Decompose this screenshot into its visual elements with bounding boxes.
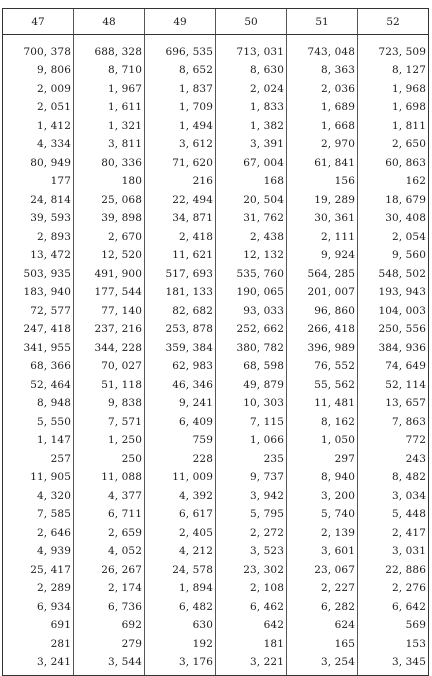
table-cell: 162	[358, 172, 429, 191]
table-cell: 13, 657	[358, 394, 429, 413]
table-cell: 12, 520	[74, 246, 145, 265]
table-row	[3, 80, 429, 99]
table-cell: 3, 176	[145, 653, 216, 675]
table-cell: 3, 523	[216, 542, 287, 561]
table-cell: 77, 140	[74, 302, 145, 321]
table-cell: 11, 905	[3, 468, 74, 487]
table-cell: 22, 494	[145, 191, 216, 210]
table-row	[3, 320, 429, 339]
table-cell: 1, 833	[216, 98, 287, 117]
table-cell: 177	[3, 172, 74, 191]
table-cell: 624	[287, 616, 358, 635]
table-row	[3, 598, 429, 617]
table-cell: 2, 893	[3, 228, 74, 247]
table-cell: 216	[145, 172, 216, 191]
table-cell: 2, 054	[358, 228, 429, 247]
table-cell: 630	[145, 616, 216, 635]
table-row	[3, 172, 429, 191]
table-cell: 4, 377	[74, 487, 145, 506]
table-cell: 1, 668	[287, 117, 358, 136]
table-cell: 700, 378	[3, 35, 74, 62]
table-row	[3, 228, 429, 247]
table-cell: 61, 841	[287, 154, 358, 173]
table-cell: 4, 392	[145, 487, 216, 506]
table-body	[3, 35, 429, 676]
table-cell: 1, 689	[287, 98, 358, 117]
table-cell: 491, 900	[74, 265, 145, 284]
column-header-50: 50	[216, 9, 287, 35]
table-cell: 6, 409	[145, 413, 216, 432]
table-cell: 2, 659	[74, 524, 145, 543]
table-cell: 772	[358, 431, 429, 450]
table-cell: 396, 989	[287, 339, 358, 358]
table-row	[3, 505, 429, 524]
table-cell: 76, 552	[287, 357, 358, 376]
table-cell: 153	[358, 635, 429, 654]
table-cell: 177, 544	[74, 283, 145, 302]
table-cell: 23, 067	[287, 561, 358, 580]
table-cell: 250, 556	[358, 320, 429, 339]
table-row	[3, 283, 429, 302]
table-row	[3, 616, 429, 635]
table-cell: 1, 967	[74, 80, 145, 99]
table-cell: 1, 250	[74, 431, 145, 450]
table-cell: 548, 502	[358, 265, 429, 284]
table-row	[3, 561, 429, 580]
table-cell: 68, 598	[216, 357, 287, 376]
table-cell: 71, 620	[145, 154, 216, 173]
table-cell: 11, 481	[287, 394, 358, 413]
table-cell: 39, 898	[74, 209, 145, 228]
table-cell: 281	[3, 635, 74, 654]
table-cell: 2, 036	[287, 80, 358, 99]
table-cell: 5, 448	[358, 505, 429, 524]
table-cell: 6, 482	[145, 598, 216, 617]
table-cell: 8, 652	[145, 61, 216, 80]
table-cell: 24, 814	[3, 191, 74, 210]
table-row	[3, 302, 429, 321]
table-cell: 341, 955	[3, 339, 74, 358]
table-cell: 3, 241	[3, 653, 74, 675]
table-cell: 30, 361	[287, 209, 358, 228]
table-cell: 156	[287, 172, 358, 191]
table-cell: 723, 509	[358, 35, 429, 62]
table-cell: 201, 007	[287, 283, 358, 302]
table-cell: 2, 108	[216, 579, 287, 598]
table-cell: 11, 621	[145, 246, 216, 265]
table-cell: 266, 418	[287, 320, 358, 339]
table-cell: 2, 405	[145, 524, 216, 543]
table-cell: 74, 649	[358, 357, 429, 376]
table-cell: 8, 948	[3, 394, 74, 413]
table-header	[3, 9, 429, 35]
table-row	[3, 117, 429, 136]
table-row	[3, 524, 429, 543]
table-cell: 18, 679	[358, 191, 429, 210]
table-cell: 22, 886	[358, 561, 429, 580]
table-cell: 344, 228	[74, 339, 145, 358]
table-cell: 503, 935	[3, 265, 74, 284]
table-cell: 2, 174	[74, 579, 145, 598]
statistics-table	[2, 8, 429, 676]
table-cell: 93, 033	[216, 302, 287, 321]
table-cell: 7, 571	[74, 413, 145, 432]
column-header-49: 49	[145, 9, 216, 35]
table-cell: 1, 698	[358, 98, 429, 117]
table-row	[3, 135, 429, 154]
table-cell: 8, 710	[74, 61, 145, 80]
table-cell: 9, 806	[3, 61, 74, 80]
table-cell: 2, 111	[287, 228, 358, 247]
table-row	[3, 154, 429, 173]
table-cell: 9, 560	[358, 246, 429, 265]
table-cell: 9, 241	[145, 394, 216, 413]
table-cell: 2, 438	[216, 228, 287, 247]
table-cell: 1, 611	[74, 98, 145, 117]
table-cell: 11, 088	[74, 468, 145, 487]
table-cell: 72, 577	[3, 302, 74, 321]
table-cell: 7, 863	[358, 413, 429, 432]
table-cell: 4, 939	[3, 542, 74, 561]
table-row	[3, 542, 429, 561]
table-cell: 3, 031	[358, 542, 429, 561]
table-cell: 180	[74, 172, 145, 191]
table-row	[3, 487, 429, 506]
table-cell: 62, 983	[145, 357, 216, 376]
table-cell: 2, 970	[287, 135, 358, 154]
table-cell: 1, 382	[216, 117, 287, 136]
table-cell: 3, 221	[216, 653, 287, 675]
table-cell: 2, 272	[216, 524, 287, 543]
table-cell: 5, 795	[216, 505, 287, 524]
table-cell: 2, 276	[358, 579, 429, 598]
table-cell: 2, 646	[3, 524, 74, 543]
table-cell: 67, 004	[216, 154, 287, 173]
table-cell: 1, 412	[3, 117, 74, 136]
table-cell: 6, 462	[216, 598, 287, 617]
table-cell: 380, 782	[216, 339, 287, 358]
table-cell: 6, 617	[145, 505, 216, 524]
table-cell: 228	[145, 450, 216, 469]
table-cell: 5, 550	[3, 413, 74, 432]
table-cell: 80, 949	[3, 154, 74, 173]
table-cell: 4, 320	[3, 487, 74, 506]
table-cell: 11, 009	[145, 468, 216, 487]
table-cell: 279	[74, 635, 145, 654]
table-cell: 2, 227	[287, 579, 358, 598]
table-cell: 104, 003	[358, 302, 429, 321]
table-cell: 517, 693	[145, 265, 216, 284]
table-cell: 1, 894	[145, 579, 216, 598]
table-row	[3, 413, 429, 432]
table-cell: 6, 282	[287, 598, 358, 617]
table-cell: 26, 267	[74, 561, 145, 580]
table-cell: 9, 924	[287, 246, 358, 265]
table-cell: 34, 871	[145, 209, 216, 228]
table-cell: 237, 216	[74, 320, 145, 339]
column-header-51: 51	[287, 9, 358, 35]
table-cell: 52, 114	[358, 376, 429, 395]
table-cell: 688, 328	[74, 35, 145, 62]
table-cell: 19, 289	[287, 191, 358, 210]
table-row	[3, 61, 429, 80]
table-cell: 3, 391	[216, 135, 287, 154]
table-cell: 3, 200	[287, 487, 358, 506]
table-cell: 359, 384	[145, 339, 216, 358]
table-cell: 247, 418	[3, 320, 74, 339]
table-cell: 8, 630	[216, 61, 287, 80]
table-cell: 190, 065	[216, 283, 287, 302]
table-cell: 9, 838	[74, 394, 145, 413]
table-cell: 692	[74, 616, 145, 635]
table-cell: 192	[145, 635, 216, 654]
table-cell: 3, 544	[74, 653, 145, 675]
header-row	[3, 9, 429, 35]
table-cell: 743, 048	[287, 35, 358, 62]
table-cell: 8, 363	[287, 61, 358, 80]
table-cell: 3, 254	[287, 653, 358, 675]
table-cell: 1, 837	[145, 80, 216, 99]
table-cell: 4, 212	[145, 542, 216, 561]
table-cell: 696, 535	[145, 35, 216, 62]
table-cell: 70, 027	[74, 357, 145, 376]
table-cell: 1, 066	[216, 431, 287, 450]
table-cell: 52, 464	[3, 376, 74, 395]
table-cell: 68, 366	[3, 357, 74, 376]
table-cell: 2, 670	[74, 228, 145, 247]
table-row	[3, 209, 429, 228]
table-cell: 7, 585	[3, 505, 74, 524]
table-cell: 181	[216, 635, 287, 654]
table-cell: 759	[145, 431, 216, 450]
table-cell: 10, 303	[216, 394, 287, 413]
table-cell: 55, 562	[287, 376, 358, 395]
table-cell: 39, 593	[3, 209, 74, 228]
table-cell: 6, 934	[3, 598, 74, 617]
table-cell: 257	[3, 450, 74, 469]
table-cell: 8, 127	[358, 61, 429, 80]
table-row	[3, 376, 429, 395]
table-row	[3, 265, 429, 284]
table-cell: 30, 408	[358, 209, 429, 228]
table-cell: 1, 494	[145, 117, 216, 136]
table-cell: 25, 417	[3, 561, 74, 580]
table-cell: 2, 417	[358, 524, 429, 543]
column-header-48: 48	[74, 9, 145, 35]
table-cell: 2, 024	[216, 80, 287, 99]
table-cell: 250	[74, 450, 145, 469]
table-cell: 46, 346	[145, 376, 216, 395]
table-cell: 691	[3, 616, 74, 635]
table-cell: 6, 642	[358, 598, 429, 617]
table-cell: 8, 162	[287, 413, 358, 432]
table-cell: 1, 147	[3, 431, 74, 450]
table-cell: 4, 334	[3, 135, 74, 154]
table-cell: 3, 942	[216, 487, 287, 506]
column-header-52: 52	[358, 9, 429, 35]
table-cell: 1, 709	[145, 98, 216, 117]
table-cell: 2, 418	[145, 228, 216, 247]
table-row	[3, 246, 429, 265]
table-cell: 13, 472	[3, 246, 74, 265]
table-cell: 243	[358, 450, 429, 469]
table-cell: 31, 762	[216, 209, 287, 228]
table-cell: 2, 289	[3, 579, 74, 598]
table-cell: 20, 504	[216, 191, 287, 210]
table-cell: 2, 051	[3, 98, 74, 117]
table-cell: 569	[358, 616, 429, 635]
table-cell: 384, 936	[358, 339, 429, 358]
table-cell: 24, 578	[145, 561, 216, 580]
table-cell: 80, 336	[74, 154, 145, 173]
table-cell: 2, 009	[3, 80, 74, 99]
table-cell: 23, 302	[216, 561, 287, 580]
table-cell: 193, 943	[358, 283, 429, 302]
table-cell: 96, 860	[287, 302, 358, 321]
table-cell: 168	[216, 172, 287, 191]
table-cell: 297	[287, 450, 358, 469]
table-cell: 6, 736	[74, 598, 145, 617]
table-cell: 3, 811	[74, 135, 145, 154]
table-cell: 3, 601	[287, 542, 358, 561]
table-row	[3, 339, 429, 358]
table-cell: 82, 682	[145, 302, 216, 321]
table-cell: 2, 139	[287, 524, 358, 543]
table-cell: 535, 760	[216, 265, 287, 284]
table-cell: 252, 662	[216, 320, 287, 339]
table-cell: 183, 940	[3, 283, 74, 302]
table-cell: 1, 811	[358, 117, 429, 136]
table-cell: 1, 321	[74, 117, 145, 136]
table-cell: 564, 285	[287, 265, 358, 284]
table-row	[3, 35, 429, 62]
table-row	[3, 394, 429, 413]
table-row	[3, 579, 429, 598]
table-cell: 25, 068	[74, 191, 145, 210]
table-cell: 8, 482	[358, 468, 429, 487]
table-cell: 1, 050	[287, 431, 358, 450]
table-cell: 253, 878	[145, 320, 216, 339]
table-cell: 1, 968	[358, 80, 429, 99]
table-cell: 7, 115	[216, 413, 287, 432]
table-cell: 4, 052	[74, 542, 145, 561]
table-cell: 2, 650	[358, 135, 429, 154]
table-cell: 181, 133	[145, 283, 216, 302]
table-cell: 5, 740	[287, 505, 358, 524]
table-cell: 235	[216, 450, 287, 469]
table-cell: 3, 034	[358, 487, 429, 506]
table-row	[3, 635, 429, 654]
table-cell: 12, 132	[216, 246, 287, 265]
table-row	[3, 653, 429, 675]
table-row	[3, 357, 429, 376]
table-cell: 165	[287, 635, 358, 654]
table-row	[3, 450, 429, 469]
table-cell: 8, 940	[287, 468, 358, 487]
table-cell: 6, 711	[74, 505, 145, 524]
table-cell: 51, 118	[74, 376, 145, 395]
table-cell: 3, 612	[145, 135, 216, 154]
table-cell: 3, 345	[358, 653, 429, 675]
table-cell: 642	[216, 616, 287, 635]
table-row	[3, 468, 429, 487]
table-row	[3, 98, 429, 117]
table-cell: 713, 031	[216, 35, 287, 62]
table-cell: 49, 879	[216, 376, 287, 395]
table-row	[3, 431, 429, 450]
table-cell: 60, 863	[358, 154, 429, 173]
table-row	[3, 191, 429, 210]
column-header-47: 47	[3, 9, 74, 35]
table-cell: 9, 737	[216, 468, 287, 487]
